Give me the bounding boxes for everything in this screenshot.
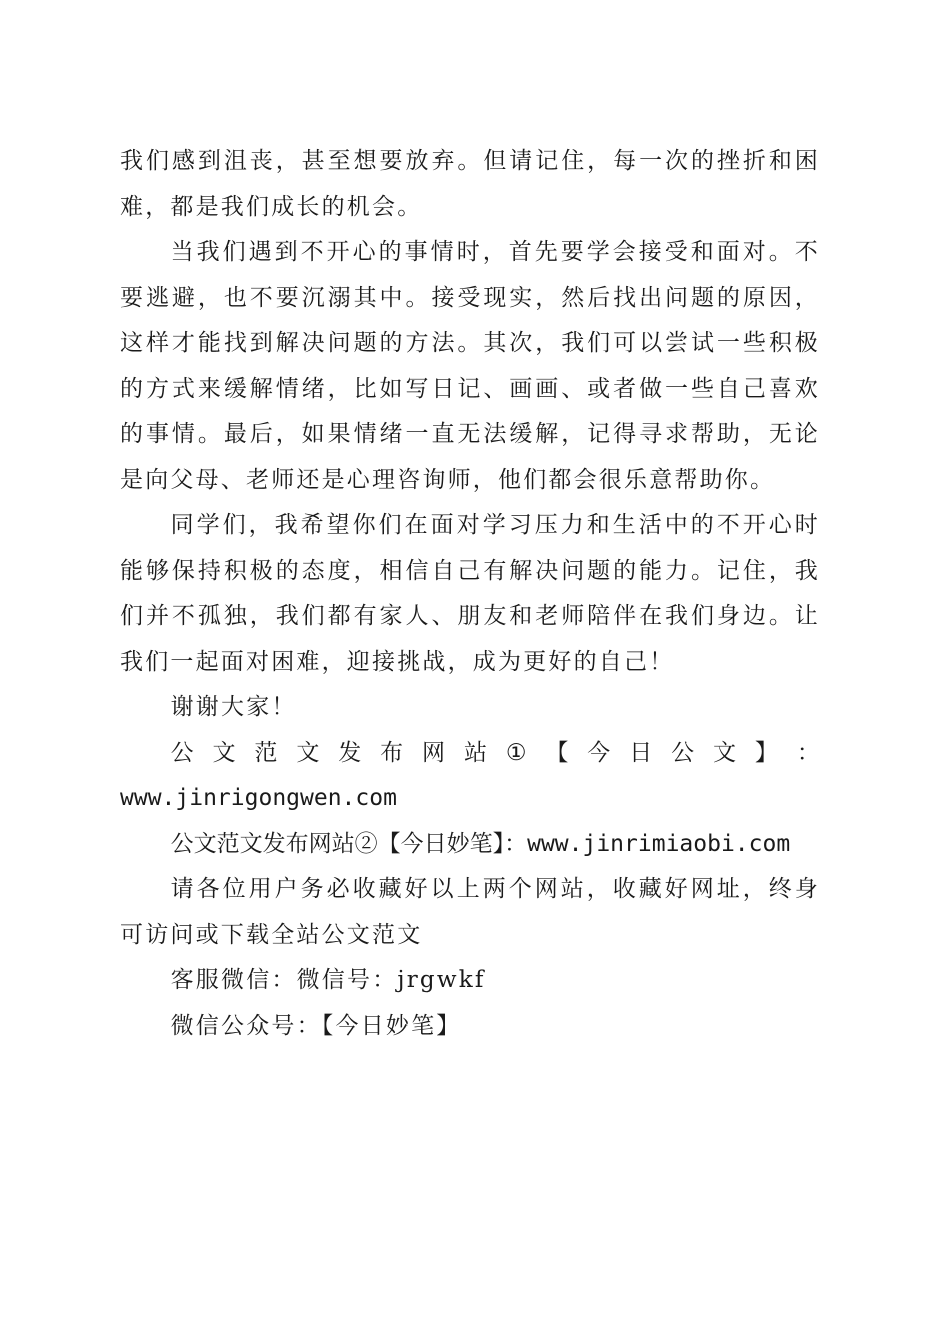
site1-char: 发 (338, 739, 362, 766)
document-page (120, 139, 820, 1049)
wechat-service-line: 客服微信：微信号：jrgwkf (170, 967, 486, 993)
paragraph-coping-advice: 当我们遇到不开心的事情时，首先要学会接受和面对。不要逃避，也不要沉溺其中。接受现实，然后找出问题的原因，这样才能找到解决问题的方法。其次，我们可以尝试一些积极的方式来缓解情绪，比如写日记、画画、或者做一些自己喜欢的事情。最后，如果情绪一直无法缓解，记得寻求帮助，无论是向父母、老师还是心理咨询师，他们都会很乐意帮助你。 (120, 239, 820, 493)
site1-char: 【 (545, 739, 569, 766)
paragraph-thanks: 谢谢大家！ (170, 694, 297, 720)
site1-label (120, 731, 820, 777)
site1-char: 公 (671, 739, 695, 766)
site1-char: ① (505, 739, 527, 766)
site2-label: 公文范文发布网站②【今日妙笔】： (170, 830, 528, 857)
site1-char: 今 (587, 739, 611, 766)
site1-char: 文 (212, 739, 236, 766)
site2-url-link[interactable]: www.jinrimiaobi.com (527, 830, 791, 857)
site1-char: 范 (254, 739, 278, 766)
wechat-account-line: 微信公众号：【今日妙笔】 (170, 1012, 462, 1039)
bookmark-notice: 请各位用户务必收藏好以上两个网站，收藏好网址，终身可访问或下载全站公文范文 (120, 876, 820, 948)
site1-char: 文 (713, 739, 736, 766)
site1-char: 公 (170, 739, 194, 766)
site1-char: 站 (463, 739, 487, 766)
site2-line (120, 822, 820, 868)
site1-url-link[interactable]: www.jinrigongwen.com (120, 785, 397, 811)
site1-char: 网 (422, 739, 446, 766)
paragraph-closing-encouragement: 同学们，我希望你们在面对学习压力和生活中的不开心时能够保持积极的态度，相信自己有解决问题的能力。记住，我们并不孤独，我们都有家人、朋友和老师陪伴在我们身边。让我们一起面对困难，迎接挑战，成为更好的自己！ (120, 512, 820, 675)
paragraph-continuation: 我们感到沮丧，甚至想要放弃。但请记住，每一次的挫折和困难，都是我们成长的机会。 (120, 148, 820, 220)
site1-char: 布 (380, 739, 404, 766)
site1-char: 文 (296, 739, 320, 766)
site1-char: 日 (629, 739, 653, 766)
site1-char: ： (796, 739, 820, 766)
site1-char: 】 (754, 739, 778, 766)
